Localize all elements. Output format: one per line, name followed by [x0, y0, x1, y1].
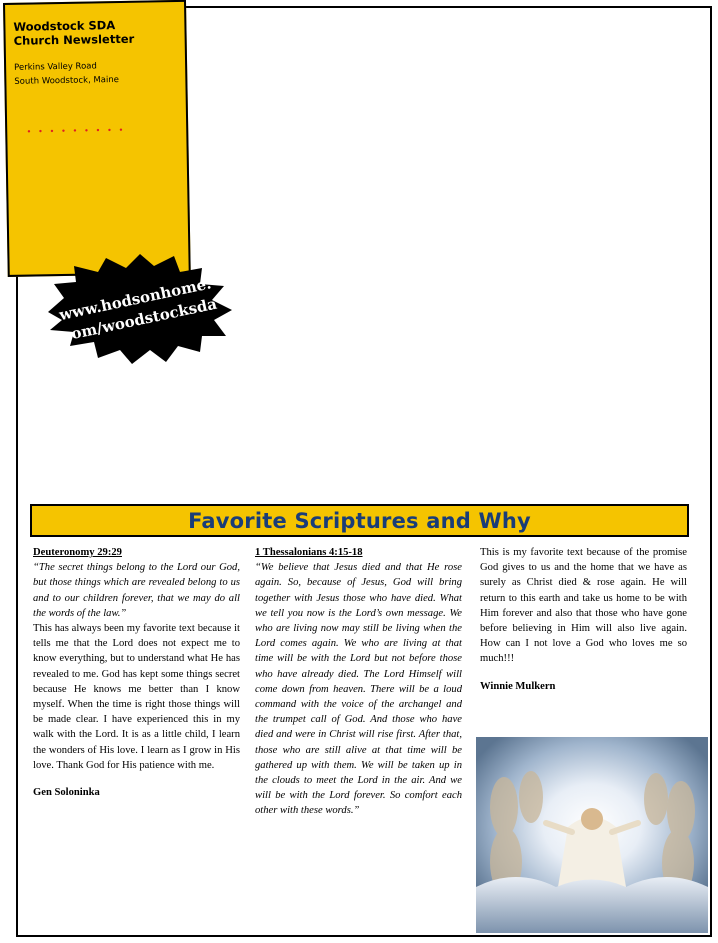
section-title: Favorite Scriptures and Why — [188, 508, 531, 533]
masthead-box — [3, 0, 191, 277]
article-author: Winnie Mulkern — [480, 680, 556, 692]
website-link[interactable]: www.hodsonhome. com/woodstocksda — [57, 274, 219, 345]
article-column-1 — [33, 545, 240, 800]
scripture-reference: Deuteronomy 29:29 — [33, 547, 122, 558]
scripture-verse: “The secret things belong to the Lord our God, but those things which are revealed belong to us and to our children forever, that we may do all the words of the law.” — [33, 562, 240, 619]
scripture-reference: 1 Thessalonians 4:15-18 — [255, 547, 363, 558]
decorative-dots: ••••••••• — [27, 124, 131, 138]
article-body: This has always been my favorite text because it tells me that the Lord does not expect me to know everything, but to understand what He has revealed to me. God has kept some things secret because He knows me better than I know myself. When the time is right those things will be made clear. I have experienced this in my walk with the Lord. It is as a little child, I learn the wonders of His love. I learn as I grow in His love. Thank God for His patience with me. — [33, 623, 240, 771]
newsletter-title: Woodstock SDA Church Newsletter — [13, 18, 135, 48]
church-address: Perkins Valley Road South Woodstock, Maine — [14, 61, 120, 87]
article-author: Gen Soloninka — [33, 787, 100, 799]
article-column-2 — [255, 545, 462, 819]
scripture-verse: “We believe that Jesus died and that He rose again. So, because of Jesus, God will bring together with Jesus those who have died. What we tell you now is the Lord’s own message. We who are living now may still be living when the Lord comes again. We who are living at that time will be with the Lord but not before those who have already died. The Lord Himself will come down from heaven. There will be a loud command with the voice of the archangel and the trumpet call of God. And those who have died and were in Christ will rise first. After that, those who are still alive at that time will be gathered up with them. We will be taken up in the clouds to meet the Lord in the air. And we will be with the Lord forever. So comfort each other with these words.” — [255, 562, 462, 817]
article-column-3 — [480, 545, 687, 694]
section-banner — [30, 504, 689, 537]
article-body: This is my favorite text because of the promise God gives to us and the home that we have as surely as Christ died & rose again. He will return to this earth and take us home to be with Him forever and also that those who have gone before believing in Him will also live again. How can I not love a God who loves me so much!!! — [480, 547, 687, 665]
painting-image — [476, 737, 708, 933]
